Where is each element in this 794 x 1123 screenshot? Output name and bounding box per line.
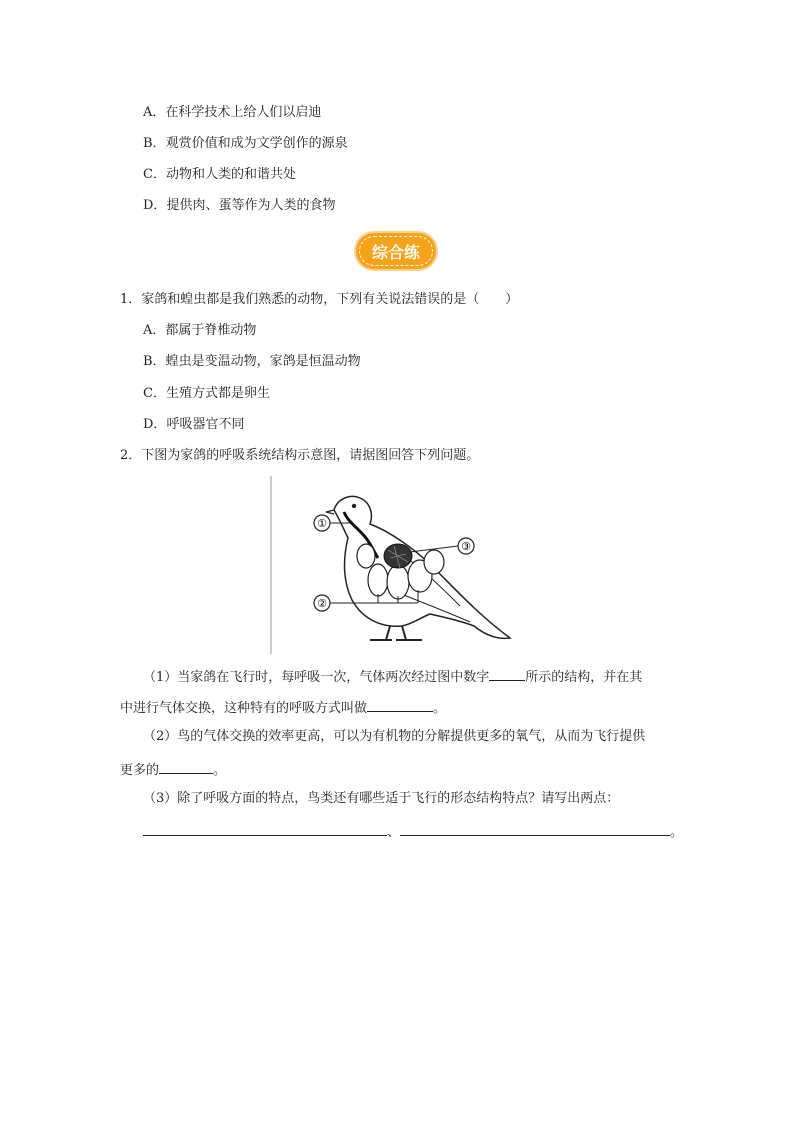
part-text: （1）当家鸽在飞行时，每呼吸一次，气体两次经过图中数字 [143,670,490,685]
option-text: 蝗虫是变温动物，家鸽是恒温动物 [165,354,361,369]
option-d [143,197,335,215]
option-a [143,104,321,122]
question-stem: 家鸽和蝗虫都是我们熟悉的动物，下列有关说法错误的是（ ） [141,292,519,307]
q2-part-3-line-2 [143,821,683,842]
answer-blank[interactable] [489,666,525,681]
option-text: 提供肉、蛋等作为人类的食物 [166,198,336,213]
option-text: 在科学技术上给人们以启迪 [165,105,322,120]
part-text: 、 [387,825,401,840]
part-text: （2）鸟的气体交换的效率更高，可以为有机物的分解提供更多的氧气，从而为飞行提供 [143,729,646,744]
option-letter: A． [143,323,166,338]
part-text: 。 [670,825,684,840]
section-badge [352,230,442,274]
option-text: 动物和人类的和谐共处 [165,167,296,182]
q2-part-1-line-1 [143,666,642,687]
label-1: ① [317,517,327,530]
part-text: 。 [213,763,227,778]
pigeon-illustration [270,476,520,654]
option-text: 都属于脊椎动物 [165,323,257,338]
option-letter: B． [143,136,166,151]
answer-blank[interactable] [159,759,213,774]
label-3: ③ [461,540,471,553]
section-badge-label: 综合练 [359,236,433,266]
q2-part-2-line-1 [143,728,645,746]
q2-part-3-line-1 [143,790,619,808]
option-letter: B． [143,354,166,369]
q1-option-a [143,322,256,340]
q2-part-1-line-2 [120,697,446,718]
part-text: 。 [433,701,447,716]
question-number: 1． [120,292,142,307]
pigeon-respiratory-diagram [270,476,520,654]
part-text: 中进行气体交换，这种特有的呼吸方式叫做 [120,701,368,716]
q1-option-c [143,385,270,403]
option-b [143,135,348,153]
option-text: 观赏价值和成为文学创作的源泉 [165,136,348,151]
option-text: 呼吸器官不同 [166,417,245,432]
option-letter: D． [143,417,167,432]
q2-part-2-line-2 [120,759,226,780]
option-letter: D． [143,198,167,213]
question-1 [120,291,518,309]
question-2 [120,447,479,465]
question-stem: 下图为家鸽的呼吸系统结构示意图，请据图回答下列问题。 [141,448,480,463]
question-number: 2． [120,448,142,463]
option-c [143,166,296,184]
q1-option-d [143,416,244,434]
option-letter: A． [143,105,166,120]
part-text: （3）除了呼吸方面的特点，鸟类还有哪些适于飞行的形态结构特点？请写出两点： [143,791,620,806]
part-text: 所示的结构，并在其 [525,670,643,685]
label-2: ② [317,597,327,610]
answer-blank[interactable] [400,821,670,836]
option-letter: C． [143,386,166,401]
option-text: 生殖方式都是卵生 [165,386,270,401]
q1-option-b [143,353,361,371]
answer-blank[interactable] [367,697,433,712]
option-letter: C． [143,167,166,182]
answer-blank[interactable] [143,821,387,836]
part-text: 更多的 [120,763,160,778]
